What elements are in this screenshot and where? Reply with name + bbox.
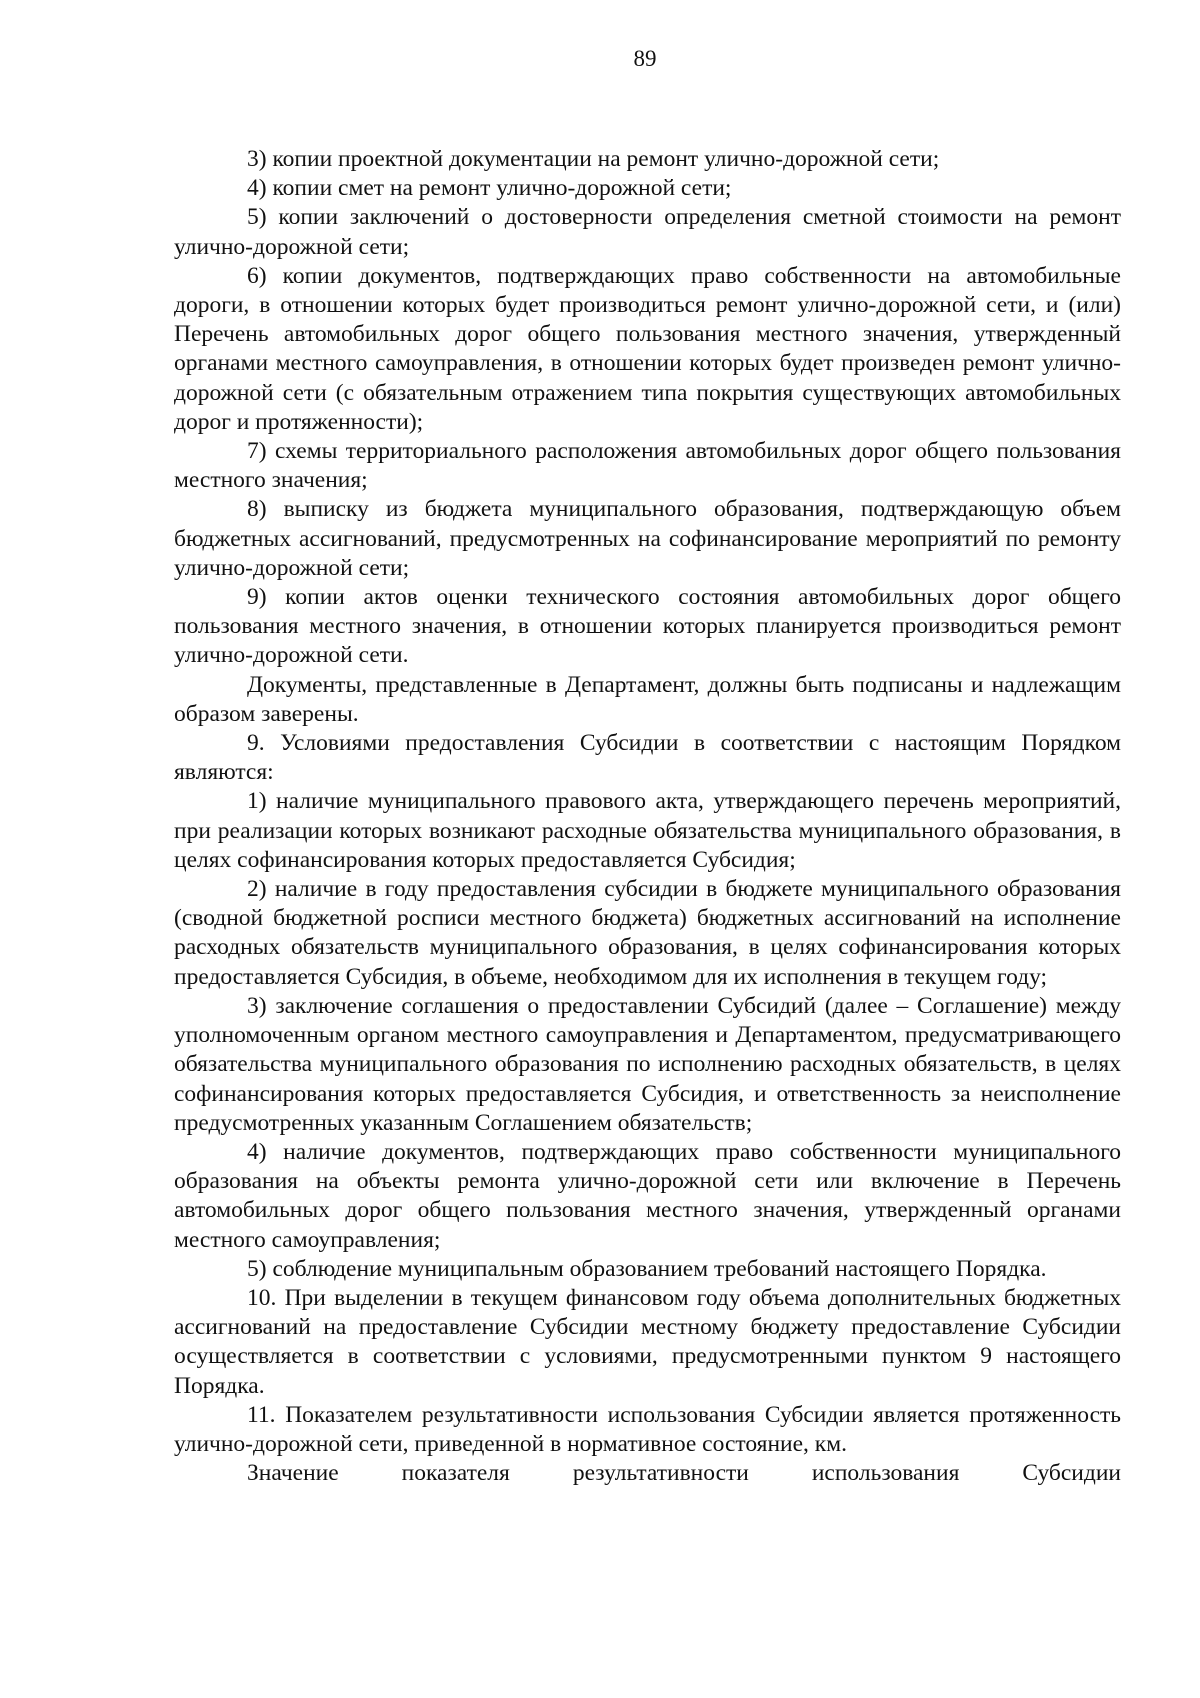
paragraph-item-7: 7) схемы территориального расположения автомобильных дорог общего пользования местного значения; <box>174 438 1121 494</box>
paragraph-condition-2: 2) наличие в году предоставления субсидии в бюджете муниципального образования (сводной бюджетной росписи местного бюджета) бюджетных ассигнований на исполнение расходных обязательств муниципального образования, в целях софинансирования которых предоставляется Субсидия, в объеме, необходимом для их исполнения в текущем году; <box>174 876 1121 990</box>
paragraph-condition-5: 5) соблюдение муниципальным образованием требований настоящего Порядка. <box>247 1255 1047 1282</box>
paragraph-item-3: 3) копии проектной документации на ремонт улично-дорожной сети; <box>247 146 940 172</box>
paragraph-condition-1: 1) наличие муниципального правового акта, утверждающего перечень мероприятий, при реализации которых возникают расходные обязательства муниципального образования, в целях софинансирования которых предоставляется Субсидия; <box>174 788 1121 873</box>
paragraph-item-9: 9) копии актов оценки технического состояния автомобильных дорог общего пользования местного значения, в отношении которых планируется производиться ремонт улично-дорожной сети. <box>174 584 1121 669</box>
paragraph-clause-11: 11. Показателем результативности использования Субсидии является протяженность улично-дорожной сети, приведенной в нормативное состояние, км. <box>174 1401 1121 1457</box>
document-body <box>174 145 1121 1488</box>
paragraph-item-8: 8) выписку из бюджета муниципального образования, подтверждающую объем бюджетных ассигнований, предусмотренных на софинансирование мероприятий по ремонту улично-дорожной сети; <box>174 496 1121 581</box>
paragraph-condition-4: 4) наличие документов, подтверждающих право собственности муниципального образования на объекты ремонта улично-дорожной сети или включение в Перечень автомобильных дорог общего пользования местного значения, утвержденный органами местного самоуправления; <box>174 1138 1121 1253</box>
paragraph-item-5: 5) копии заключений о достоверности определения сметной стоимости на ремонт улично-дорожной сети; <box>174 204 1121 260</box>
paragraph-clause-9: 9. Условиями предоставления Субсидии в соответствии с настоящим Порядком являются: <box>174 730 1121 786</box>
page-number: 89 <box>633 46 657 71</box>
paragraph-item-4: 4) копии смет на ремонт улично-дорожной сети; <box>247 175 732 202</box>
paragraph-condition-3: 3) заключение соглашения о предоставлении Субсидий (далее – Соглашение) между уполномоченным органом местного самоуправления и Департаментом, предусматривающего обязательства муниципального образования по исполнению расходных обязательств, в целях софинансирования которых предоставляется Субсидия, и ответственность за неисполнение предусмотренных указанным Соглашением обязательств; <box>174 992 1121 1136</box>
paragraph-documents-signed: Документы, представленные в Департамент, должны быть подписаны и надлежащим образом заверены. <box>174 671 1121 727</box>
paragraph-item-6: 6) копии документов, подтверждающих право собственности на автомобильные дороги, в отношении которых будет производиться ремонт улично-дорожной сети, и (или) Перечень автомобильных дорог общего пользования местного значения, утвержденный органами местного самоуправления, в отношении которых будет произведен ремонт улично-дорожной сети (с обязательным отражением типа покрытия существующих автомобильных дорог и протяженности); <box>174 262 1121 435</box>
paragraph-indicator-value: Значение показателя результативности использования Субсидии <box>247 1460 1121 1487</box>
paragraph-clause-10: 10. При выделении в текущем финансовом году объема дополнительных бюджетных ассигнований на предоставление Субсидии местному бюджету предоставление Субсидии осуществляется в соответствии с условиями, предусмотренными пунктом 9 настоящего Порядка. <box>174 1284 1121 1399</box>
